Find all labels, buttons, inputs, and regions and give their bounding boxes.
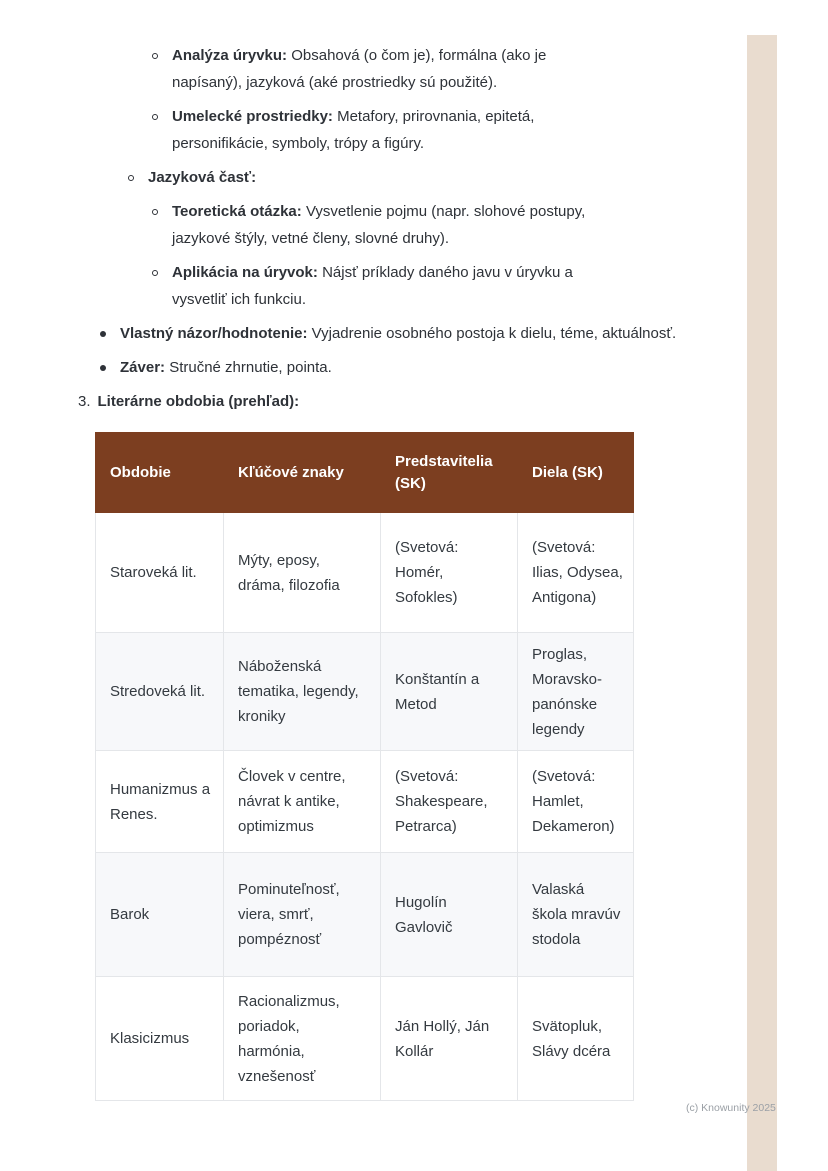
table-cell: (Svetová: Homér, Sofokles) [381,513,518,633]
list-item [152,42,828,96]
section-title: Literárne obdobia (prehľad): [97,393,300,410]
table-cell: (Svetová: Ilias, Odysea, Antigona) [518,513,634,633]
bullet-circle-icon [152,53,158,59]
list-item-lead: Aplikácia na úryvok: [172,264,318,281]
list-item [100,354,828,381]
table-cell: Proglas, Moravsko-panónske legendy [518,633,634,751]
table-cell: Svätopluk, Slávy dcéra [518,977,634,1101]
list-item-text [172,42,617,96]
bullet-circle-icon [152,270,158,276]
table-cell: (Svetová: Hamlet, Dekameron) [518,751,634,853]
list-item-lead: Teoretická otázka: [172,203,302,220]
section-number: 3. [78,393,91,410]
table-cell: Konštantín a Metod [381,633,518,751]
list-item-body: Nájsť príklady daného javu v úryvku a vysvetliť ich funkciu. [172,264,573,308]
list-item-body: Obsahová (o čom je), formálna (ako je napísaný), jazyková (aké prostriedky sú použité). [172,47,547,91]
table-cell: Valaská škola mravúv stodola [518,853,634,977]
section-heading [78,388,828,415]
copyright-text: (c) Knowunity 2025 [686,1102,776,1114]
list-item-lead: Záver: [120,359,166,376]
list-item-text [172,259,617,313]
page-edge-stripe [747,35,777,1171]
table-cell: Humanizmus a Renes. [96,751,224,853]
table-cell: Pominuteľnosť, viera, smrť, pompéznosť [224,853,381,977]
bullet-disc-icon [100,365,106,371]
table-cell: Človek v centre, návrat k antike, optimizmus [224,751,381,853]
bullet-circle-icon [152,114,158,120]
list-item [152,198,828,252]
column-header-obdobie: Obdobie [96,433,224,513]
list-item-text [172,103,617,157]
table-header-row [96,433,634,513]
list-item [152,103,828,157]
table-row [96,633,634,751]
list-item-lead: Umelecké prostriedky: [172,108,333,125]
list-item-body: Metafory, prirovnania, epitetá, personifikácie, symboly, trópy a figúry. [172,108,535,152]
table-cell: Mýty, eposy, dráma, filozofia [224,513,381,633]
bullet-circle-icon [128,175,134,181]
bullet-disc-icon [100,331,106,337]
list-item-body: Stručné zhrnutie, pointa. [165,359,332,376]
list-item-body: Vyjadrenie osobného postoja k dielu, téme, aktuálnosť. [307,325,677,342]
table-cell: Barok [96,853,224,977]
list-item-lead: Vlastný názor/hodnotenie: [120,325,308,342]
table-cell: Racionalizmus, poriadok, harmónia, vznešenosť [224,977,381,1101]
column-header-predstavitelia: Predstavitelia (SK) [381,433,518,513]
column-header-klucove-znaky: Kľúčové znaky [224,433,381,513]
bullet-circle-icon [152,209,158,215]
list-item-lead: Jazyková časť: [148,169,257,186]
table-cell: Klasicizmus [96,977,224,1101]
table-row [96,853,634,977]
column-header-diela: Diela (SK) [518,433,634,513]
table-body [96,513,634,1101]
table-row [96,977,634,1101]
list-item-text [120,354,332,381]
table-cell: Hugolín Gavlovič [381,853,518,977]
list-item-text [120,320,676,347]
list-item-body: Vysvetlenie pojmu (napr. slohové postupy, jazykové štýly, vetné členy, slovné druhy). [172,203,586,247]
table-row [96,751,634,853]
table-cell: Ján Hollý, Ján Kollár [381,977,518,1101]
table-row [96,513,634,633]
list-item [128,164,828,191]
literary-periods-table [95,432,634,1101]
list-item-lead: Analýza úryvku: [172,47,288,64]
list-item [152,259,828,313]
table-cell: Náboženská tematika, legendy, kroniky [224,633,381,751]
table-cell: (Svetová: Shakespeare, Petrarca) [381,751,518,853]
list-item-text [172,198,617,252]
table-cell: Stredoveká lit. [96,633,224,751]
list-item [100,320,828,347]
table-cell: Staroveká lit. [96,513,224,633]
table-head [96,433,634,513]
list-item-text [148,164,256,191]
